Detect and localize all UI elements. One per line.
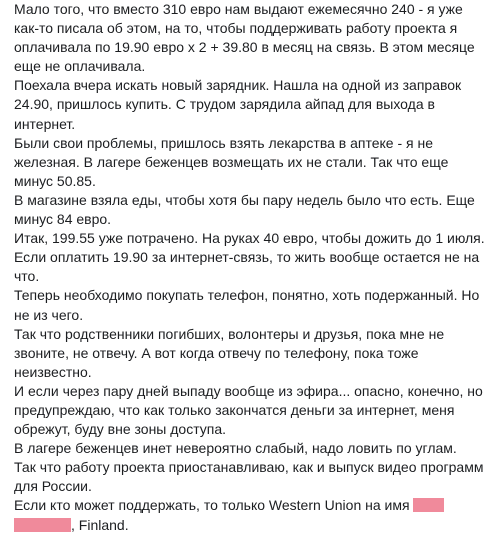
post-paragraph: Мало того, что вместо 310 евро нам выдают ежемесячно 240 - я уже как-то писала об этом, на то, чтобы поддерживать работу проекта я оплачивала по 19.90 евро х 2 + 39.80 в месяц на связь. В этом месяце еще не оплачивала. (14, 1, 475, 75)
post-paragraph: И если через пару дней выпаду вообще из эфира... опасно, конечно, но предупреждаю, что как только закончатся деньги за интернет, меня обрежут, буду вне зоны доступа. (14, 382, 483, 438)
support-text-end: , Finland. (71, 516, 129, 533)
post-paragraph-last (14, 496, 492, 534)
post-paragraph: Поехала вчера искать новый зарядник. Нашла на одной из заправок 24.90, пришлось купить. С трудом зарядила айпад для выхода в интернет. (14, 77, 462, 132)
redacted-name-block (413, 498, 444, 512)
post-paragraph: В лагере беженцев инет невероятно слабый, надо ловить по углам. (14, 440, 457, 457)
redacted-name-block (14, 518, 71, 532)
post-paragraph: Теперь необходимо покупать телефон, понятно, хоть подержанный. Но не из чего. (14, 287, 480, 323)
post-paragraph: Итак, 199.55 уже потрачено. На руках 40 евро, чтобы дожить до 1 июля. Если оплатить 19.90 за интернет-связь, то жить вообще остается не на что. (14, 230, 485, 285)
post-paragraph: В магазине взяла еды, чтобы хотя бы пару недель было что есть. Еще минус 84 евро. (14, 191, 475, 228)
post-paragraph: Так что работу проекта приостанавливаю, как и выпуск видео программ для России. (14, 459, 484, 495)
support-text: Если кто может поддержать, то только Western Union на имя (14, 497, 414, 514)
post-text (14, 0, 492, 535)
post-paragraph: Были свои проблемы, пришлось взять лекарства в аптеке - я не железная. В лагере беженцев возмещать их не стали. Так что еще минус 50.85. (14, 134, 449, 189)
post-paragraph: Так что родственники погибших, волонтеры и друзья, пока мне не звоните, не отвечу. А вот когда отвечу по телефону, пока тоже неизвестно. (14, 325, 445, 380)
